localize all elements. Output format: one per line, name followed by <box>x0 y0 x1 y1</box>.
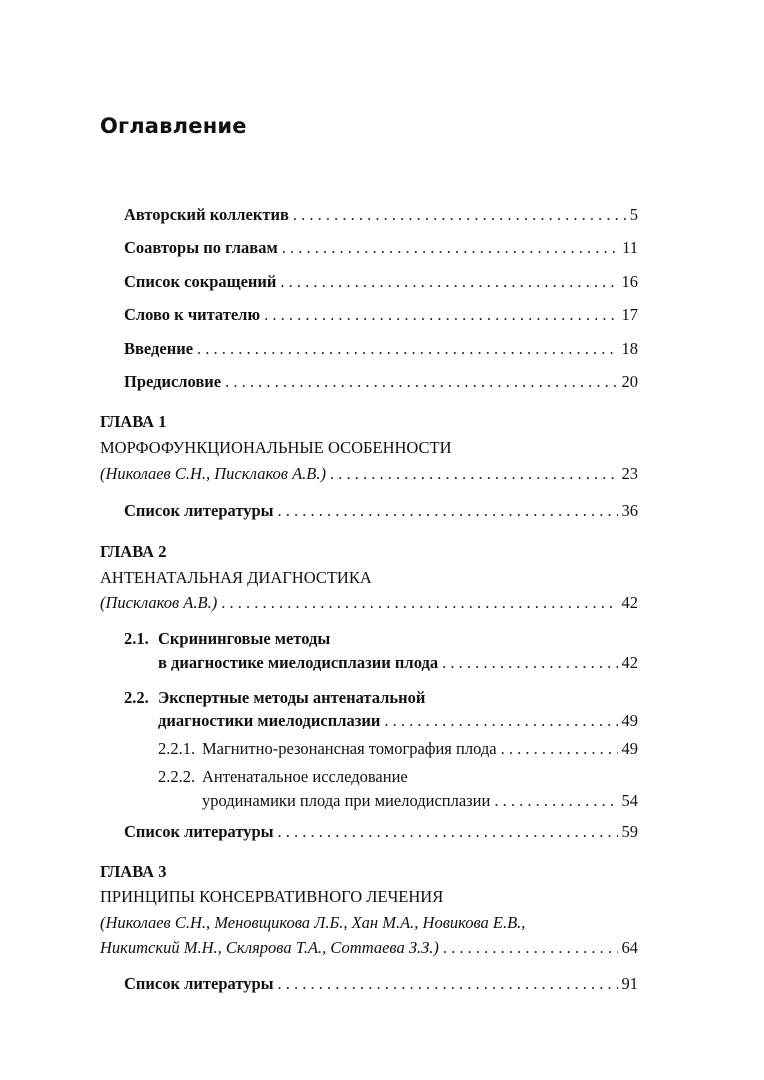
toc-entry-page: 64 <box>621 938 638 957</box>
section-2-2-line1[interactable] <box>124 686 425 710</box>
section-number: 2.2. <box>124 688 149 707</box>
dot-leader <box>442 651 617 675</box>
section-title: Скрининговые методы <box>158 629 331 648</box>
toc-entry-page: 11 <box>622 238 638 257</box>
section-title: Антенатальное исследование <box>202 767 408 786</box>
toc-entry-label: Введение <box>124 339 194 358</box>
chapter-2-heading: ГЛАВА 2 <box>100 542 167 561</box>
chapter-authors: Никитский М.Н., Склярова Т.А., Соттаева З.З.) <box>100 938 439 957</box>
toc-entry-page: 91 <box>621 974 638 993</box>
section-2-2-2-line2[interactable] <box>202 789 638 813</box>
toc-entry-page: 36 <box>621 501 638 520</box>
toc-entry-page: 49 <box>621 739 638 758</box>
chapter-3-authors-line1: (Николаев С.Н., Меновщикова Л.Б., Хан М.А., Новикова Е.В., <box>100 913 526 932</box>
chapter-2-references[interactable] <box>124 820 638 844</box>
toc-entry-label: Соавторы по главам <box>124 238 278 257</box>
toc-entry-introduction[interactable] <box>124 337 638 361</box>
section-number: 2.1. <box>124 629 149 648</box>
chapter-3-heading: ГЛАВА 3 <box>100 862 167 881</box>
section-title-cont: в диагностике миелодисплазии плода <box>158 653 439 672</box>
toc-entry-authors-collective[interactable] <box>124 203 638 227</box>
chapter-2-title[interactable]: АНТЕНАТАЛЬНАЯ ДИАГНОСТИКА <box>100 568 372 587</box>
section-2-2-2-line1[interactable] <box>158 765 408 789</box>
chapter-3-references[interactable] <box>124 972 638 996</box>
subsection-label <box>158 737 497 761</box>
toc-entry-preface[interactable] <box>124 370 638 394</box>
chapter-authors: (Николаев С.Н., Писклаков А.В.) <box>100 464 326 483</box>
dot-leader <box>443 936 618 960</box>
dot-leader <box>278 499 618 523</box>
dot-leader <box>221 591 617 615</box>
toc-entry-page: 23 <box>621 464 638 483</box>
dot-leader <box>282 236 618 260</box>
dot-leader <box>225 370 617 394</box>
section-number: 2.2.2. <box>158 767 196 786</box>
toc-entry-page: 17 <box>621 305 638 324</box>
section-2-1-line2[interactable] <box>158 651 638 675</box>
toc-entry-coauthors[interactable] <box>124 236 638 260</box>
toc-entry-page: 54 <box>621 791 638 810</box>
dot-leader <box>384 709 617 733</box>
chapter-2-authors-entry[interactable] <box>100 591 638 615</box>
toc-entry-label: Список литературы <box>124 822 274 841</box>
section-number: 2.2.1. <box>158 739 196 758</box>
dot-leader <box>494 789 617 813</box>
section-2-1-line1[interactable] <box>124 627 330 651</box>
toc-entry-page: 59 <box>621 822 638 841</box>
dot-leader <box>501 737 618 761</box>
dot-leader <box>264 303 617 327</box>
chapter-3-authors-entry[interactable] <box>100 936 638 960</box>
section-title: Экспертные методы антенатальной <box>158 688 426 707</box>
dot-leader <box>278 820 618 844</box>
toc-entry-page: 20 <box>621 372 638 391</box>
chapter-1-heading: ГЛАВА 1 <box>100 412 167 431</box>
toc-entry-abbreviations[interactable] <box>124 270 638 294</box>
dot-leader <box>280 270 617 294</box>
section-2-2-1[interactable] <box>158 737 638 761</box>
toc-entry-page: 42 <box>621 593 638 612</box>
toc-entry-page: 16 <box>621 272 638 291</box>
chapter-3-title[interactable]: ПРИНЦИПЫ КОНСЕРВАТИВНОГО ЛЕЧЕНИЯ <box>100 887 444 906</box>
toc-entry-label: Список литературы <box>124 501 274 520</box>
toc-entry-word-to-reader[interactable] <box>124 303 638 327</box>
toc-entry-label: Авторский коллектив <box>124 205 289 224</box>
toc-entry-page: 5 <box>629 205 638 224</box>
section-2-2-line2[interactable] <box>158 709 638 733</box>
toc-entry-label: Список литературы <box>124 974 274 993</box>
toc-entry-page: 49 <box>621 711 638 730</box>
dot-leader <box>330 462 618 486</box>
toc-entry-page: 42 <box>621 653 638 672</box>
toc-entry-page: 18 <box>621 339 638 358</box>
page-title: Оглавление <box>100 114 247 138</box>
chapter-1-title[interactable]: МОРФОФУНКЦИОНАЛЬНЫЕ ОСОБЕННОСТИ <box>100 438 452 457</box>
dot-leader <box>197 337 617 361</box>
dot-leader <box>293 203 626 227</box>
toc-entry-label: Слово к читателю <box>124 305 261 324</box>
chapter-1-references[interactable] <box>124 499 638 523</box>
dot-leader <box>278 972 618 996</box>
section-title: Магнитно-резонансная томография плода <box>202 739 497 758</box>
chapter-authors: (Писклаков А.В.) <box>100 593 218 612</box>
section-title-cont: уродинамики плода при миелодисплазии <box>202 791 491 810</box>
toc-entry-label: Список сокращений <box>124 272 277 291</box>
toc-entry-label: Предисловие <box>124 372 222 391</box>
section-title-cont: диагностики миелодисплазии <box>158 711 381 730</box>
chapter-1-authors-entry[interactable] <box>100 462 638 486</box>
